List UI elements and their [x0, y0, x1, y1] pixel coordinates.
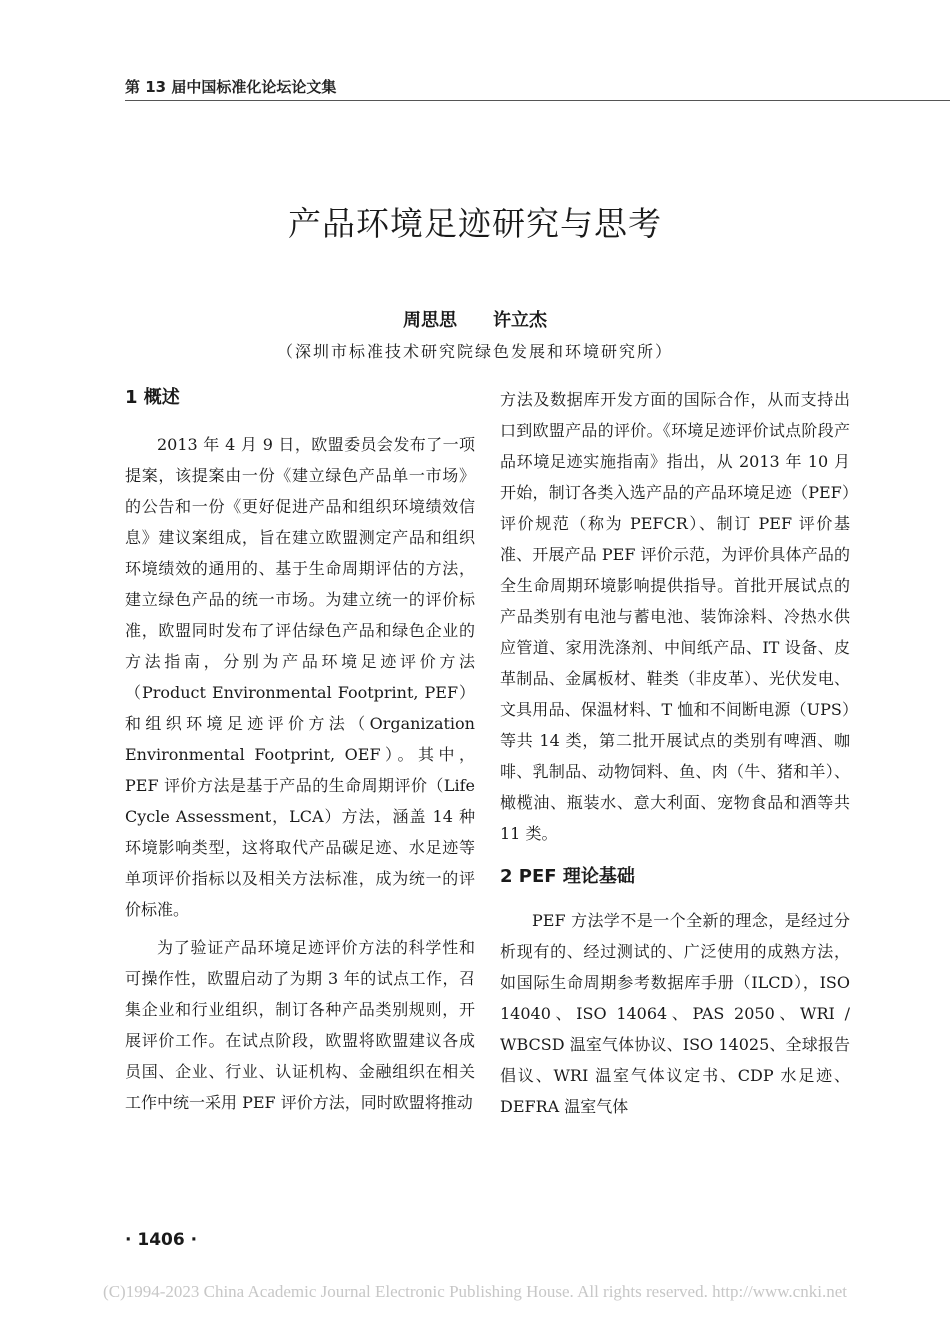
paragraph-continued: 方法及数据库开发方面的国际合作，从而支持出口到欧盟产品的评价。《环境足迹评价试点阶段产品环境足迹实施指南》指出，从 2013 年 10 月开始，制订各类入选产品的产品环境足迹（PEF）评价规范（称为 PEFCR）、制订 PEF 评价基准、开展产品 PEF 评价示范，为评价具体产品的全生命周期环境影响提供指导。首批开展试点的产品类别有电池与蓄电池、装饰涂料、冷热水供应管道、家用洗涤剂、中间纸产品、IT 设备、皮革制品、金属板材、鞋类（非皮革）、光伏发电、文具用品、保温材料、T 恤和不间断电源（UPS）等共 14 类，第二批开展试点的类别有啤酒、咖啡、乳制品、动物饲料、鱼、肉（牛、猪和羊）、橄榄油、瓶装水、意大利面、宠物食品和酒等共 11 类。	[500, 390, 850, 843]
affiliation: （深圳市标准技术研究院绿色发展和环境研究所）	[276, 342, 673, 361]
page-number: · 1406 ·	[125, 1230, 198, 1250]
header-rule	[125, 100, 950, 101]
paragraph: PEF 方法学不是一个全新的理念，是经过分析现有的、经过测试的、广泛使用的成熟方法，如国际生命周期参考数据库手册（ILCD），ISO 14040、ISO 14064、PAS 2050、WRI / WBCSD 温室气体协议、ISO 14025、全球报告倡议、WRI 温室气体议定书、CDP 水足迹、DEFRA 温室气体	[500, 911, 850, 1116]
right-column	[500, 384, 850, 1122]
copyright-notice: (C)1994-2023 China Academic Journal Electronic Publishing House. All rights reserved. http://www.cnki.net	[103, 1282, 847, 1301]
author-name: 周思思	[403, 310, 457, 331]
section-heading-2: 2 PEF 理论基础	[500, 866, 635, 887]
author-list	[0, 306, 950, 332]
paragraph: 为了验证产品环境足迹评价方法的科学性和可操作性，欧盟启动了为期 3 年的试点工作，召集企业和行业组织，制订各种产品类别规则，开展评价工作。在试点阶段，欧盟将欧盟建议各成员国、企业、行业、认证机构、金融组织在相关工作中统一采用 PEF 评价方法，同时欧盟将推动	[125, 938, 475, 1112]
running-head: 第 13 届中国标准化论坛论文集	[125, 78, 337, 96]
article-title: 产品环境足迹研究与思考	[288, 204, 662, 243]
author-name: 许立杰	[493, 310, 547, 331]
paragraph: 2013 年 4 月 9 日，欧盟委员会发布了一项提案，该提案由一份《建立绿色产品单一市场》的公告和一份《更好促进产品和组织环境绩效信息》建议案组成，旨在建立欧盟测定产品和组织环境绩效的通用的、基于生命周期评估的方法，建立绿色产品的统一市场。为建立统一的评价标准，欧盟同时发布了评估绿色产品和绿色企业的方法指南，分别为产品环境足迹评价方法（Product Environmental Footprint, PEF）和组织环境足迹评价方法（Organization Environmental Footprint, OEF）。其中，PEF 评价方法是基于产品的生命周期评价（Life Cycle Assessment，LCA）方法，涵盖 14 种环境影响类型，这将取代产品碳足迹、水足迹等单项评价指标以及相关方法标准，成为统一的评价标准。	[125, 435, 475, 919]
left-column	[125, 384, 475, 1118]
section-heading-1: 1 概述	[125, 387, 180, 408]
